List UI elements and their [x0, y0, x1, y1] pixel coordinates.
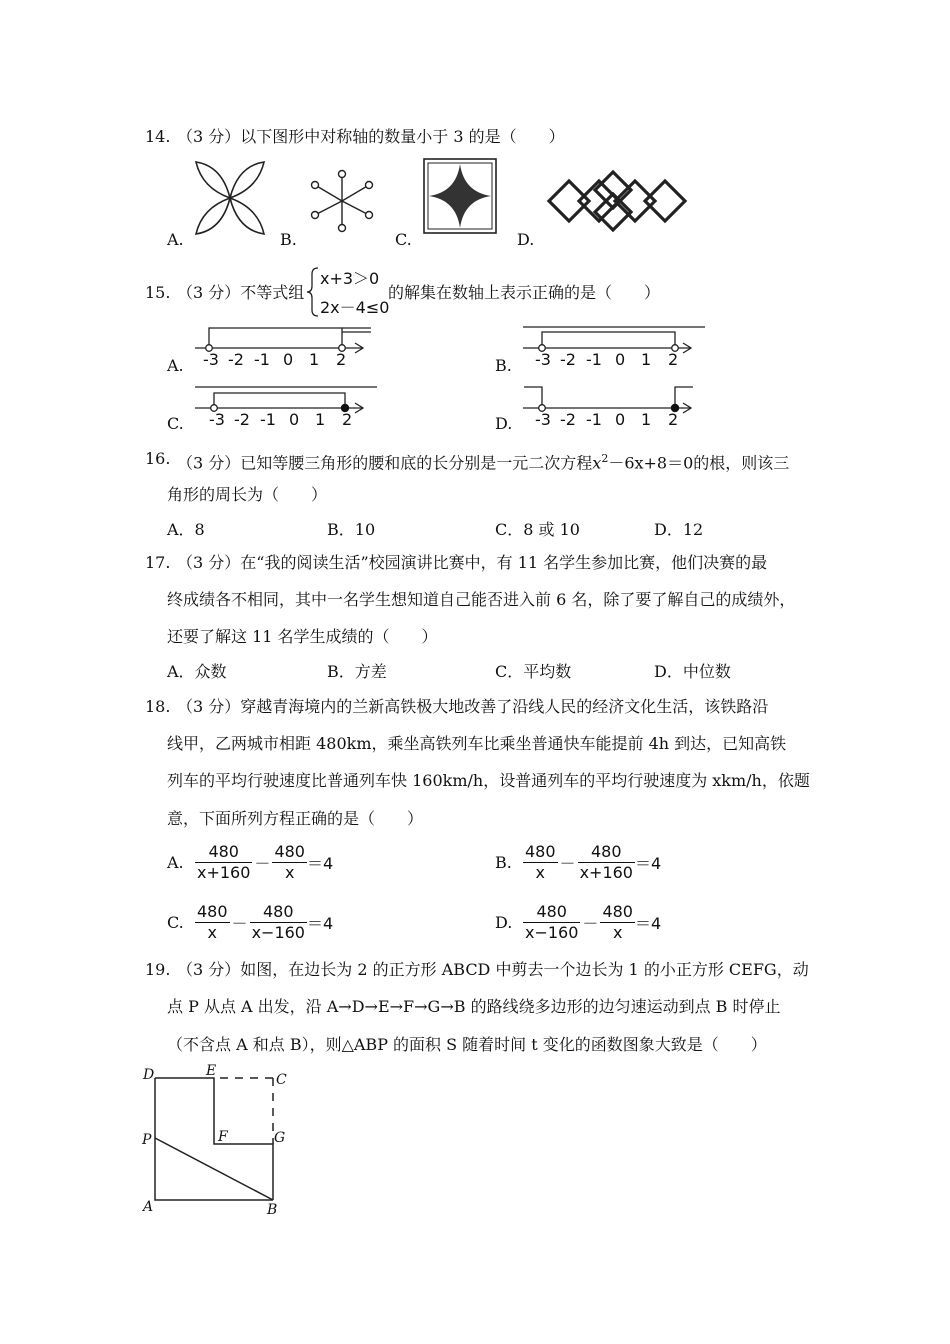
q19-line2: 点 P 从点 A 出发，沿 A→D→E→F→G→B 的路线绕多边形的边匀速运动到点 B 时停止 [167, 997, 781, 1016]
square-path-diagram [140, 1064, 300, 1224]
numerator: 480 [250, 902, 307, 923]
q18-line1: （3 分）穿越青海境内的兰新高铁极大地改善了沿线人民的经济文化生活，该铁路沿 [177, 697, 769, 716]
tick: 2 [668, 410, 679, 429]
q17-line3: 还要了解这 11 名学生成绩的（ ） [167, 627, 438, 646]
q14-stem: （3 分）以下图形中对称轴的数量小于 3 的是（ ） [177, 127, 565, 146]
star-in-square-figure [423, 158, 497, 234]
tick: 0 [289, 410, 300, 429]
q19-line3: （不含点 A 和点 B），则△ABP 的面积 S 随着时间 t 变化的函数图象大致是（ ） [167, 1035, 767, 1054]
q16-option-d: D．12 [654, 520, 704, 539]
q19-number: 19. [145, 960, 171, 979]
denominator: x [612, 923, 623, 942]
option-label: B. [495, 853, 512, 872]
rhs: ＝4 [306, 914, 334, 933]
tick: -1 [260, 410, 276, 429]
rhs: ＝4 [634, 914, 662, 933]
q17-option-d: D．中位数 [654, 662, 731, 681]
q15-suffix: 的解集在数轴上表示正确的是（ ） [388, 283, 661, 302]
q14-option-b-label: B. [280, 230, 297, 249]
fraction [578, 842, 635, 883]
denominator: x−160 [251, 923, 305, 942]
option-label: D. [495, 913, 513, 932]
q15-option-a-label: A. [167, 356, 184, 375]
fraction [195, 902, 230, 943]
tick: 1 [315, 410, 326, 429]
tick: 0 [615, 350, 626, 369]
q16-line2: 角形的周长为（ ） [167, 485, 328, 504]
numerator: 480 [197, 902, 228, 921]
q18-line3: 列车的平均行驶速度比普通列车快 160km/h，设普通列车的平均行驶速度为 xkm/h，依题 [167, 771, 810, 790]
q17-option-a: A．众数 [167, 662, 227, 681]
four-petal-figure [190, 158, 270, 238]
q18-line4: 意，下面所列方程正确的是（ ） [167, 809, 424, 828]
denominator: x+160 [579, 863, 633, 882]
tick: -3 [203, 350, 219, 369]
q15-option-d-label: D. [495, 414, 513, 433]
q16-number: 16. [145, 449, 171, 468]
minus-sign: － [231, 914, 248, 933]
q14-option-d-label: D. [517, 230, 535, 249]
q17-number: 17. [145, 553, 171, 572]
q16-line1 [177, 449, 789, 473]
tick: -2 [560, 410, 576, 429]
inequality-1: x+3＞0 [320, 269, 380, 288]
label-c: C [276, 1072, 287, 1088]
option-label: A. [167, 853, 184, 872]
tick: 2 [668, 350, 679, 369]
tick: -3 [535, 410, 551, 429]
label-p: P [142, 1132, 152, 1148]
q18-option-a [167, 842, 333, 883]
fraction [250, 902, 307, 943]
tick: 2 [342, 410, 353, 429]
q18-option-c [167, 902, 333, 943]
rhs: ＝4 [634, 854, 662, 873]
snowflake-figure [306, 170, 378, 232]
fraction [195, 842, 252, 883]
fraction [523, 842, 558, 883]
tick: -1 [586, 350, 602, 369]
q15-number: 15. [145, 283, 171, 302]
numerator: 480 [195, 842, 252, 863]
tick: -3 [209, 410, 225, 429]
numerator: 480 [578, 842, 635, 863]
q17-line1: （3 分）在“我的阅读生活”校园演讲比赛中，有 11 名学生参加比赛，他们决赛的最 [177, 553, 768, 572]
q17-line2: 终成绩各不相同，其中一名学生想知道自己能否进入前 6 名，除了要了解自己的成绩外， [167, 590, 796, 609]
numerator: 480 [602, 902, 633, 921]
denominator: x [535, 863, 545, 882]
tick: 1 [641, 410, 652, 429]
denominator: x [207, 923, 217, 942]
q16-line1-b: 的根，则该三 [693, 453, 790, 473]
minus-sign: － [582, 914, 599, 933]
q16-line1-a: （3 分）已知等腰三角形的腰和底的长分别是一元二次方程 [177, 453, 593, 473]
q16-option-a: A．8 [167, 520, 205, 539]
q14-number: 14. [145, 127, 171, 146]
tick: 1 [309, 350, 320, 369]
label-f: F [218, 1129, 228, 1145]
tick: -2 [234, 410, 250, 429]
q15-prefix: （3 分）不等式组 [177, 283, 305, 302]
fraction [600, 902, 635, 943]
tick: -1 [586, 410, 602, 429]
tick: -1 [254, 350, 270, 369]
q16-option-b: B．10 [327, 520, 376, 539]
tick: -2 [228, 350, 244, 369]
diamond-chain-figure [545, 168, 690, 234]
minus-sign: － [559, 854, 576, 873]
q18-option-d [495, 902, 661, 943]
q16-option-c: C．8 或 10 [495, 520, 580, 539]
denominator: x [284, 863, 295, 882]
tick: 2 [336, 350, 347, 369]
fraction [272, 842, 307, 883]
tick: -3 [535, 350, 551, 369]
q15-option-b-label: B. [495, 356, 512, 375]
q14-option-a-label: A. [167, 230, 184, 249]
q18-number: 18. [145, 697, 171, 716]
q14-option-c-label: C. [395, 230, 412, 249]
equation-exponent: 2 [601, 452, 609, 465]
tick: -2 [560, 350, 576, 369]
q18-line2: 线甲，乙两城市相距 480km，乘坐高铁列车比乘坐普通快车能提前 4h 到达，已知高铁 [167, 734, 787, 753]
label-b: B [267, 1202, 278, 1218]
equation-rest: －6x+8＝0 [608, 453, 694, 473]
fraction [523, 902, 580, 943]
inequality-2: 2x－4≤0 [320, 298, 390, 317]
numerator: 480 [525, 842, 556, 861]
numerator: 480 [523, 902, 580, 923]
q15-option-c-label: C. [167, 414, 184, 433]
equation-var: x [592, 453, 602, 473]
q18-option-b [495, 842, 661, 883]
tick: 0 [283, 350, 294, 369]
label-a: A [143, 1199, 154, 1215]
denominator: x−160 [525, 923, 579, 942]
rhs: ＝4 [306, 854, 334, 873]
option-label: C. [167, 913, 184, 932]
minus-sign: － [254, 854, 271, 873]
q17-option-c: C．平均数 [495, 662, 572, 681]
q17-option-b: B．方差 [327, 662, 387, 681]
numerator: 480 [274, 842, 305, 861]
q19-line1: （3 分）如图，在边长为 2 的正方形 ABCD 中剪去一个边长为 1 的小正方形 CEFG，动 [177, 960, 809, 979]
left-brace-icon [306, 266, 320, 318]
tick: 1 [641, 350, 652, 369]
tick: 0 [615, 410, 626, 429]
label-d: D [143, 1067, 155, 1083]
label-e: E [206, 1063, 217, 1079]
label-g: G [274, 1130, 286, 1146]
denominator: x+160 [197, 863, 251, 882]
